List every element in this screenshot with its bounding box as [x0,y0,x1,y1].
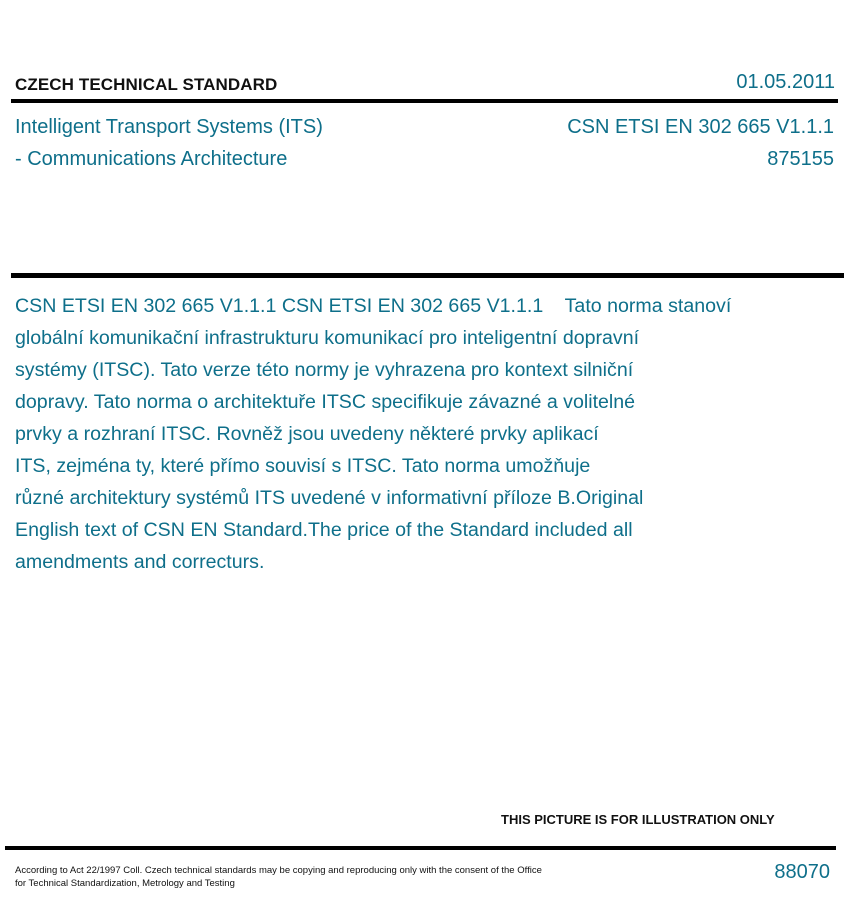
abstract-line: ITS, zejména ty, které přímo souvisí s ITSC. Tato norma umožňuje [15,455,591,477]
standard-title-line-2: - Communications Architecture [15,148,288,170]
abstract-line: CSN ETSI EN 302 665 V1.1.1 CSN ETSI EN 302 665 V1.1.1 Tato norma stanoví [15,295,732,317]
illustration-disclaimer: THIS PICTURE IS FOR ILLUSTRATION ONLY [501,812,775,827]
catalog-number: 875155 [767,148,834,170]
copyright-notice-line: According to Act 22/1997 Coll. Czech technical standards may be copying and reproducing only with the consent of the Office [15,865,542,876]
header-divider [11,99,838,103]
copyright-notice-line: for Technical Standardization, Metrology and Testing [15,878,235,889]
abstract-line: prvky a rozhraní ITSC. Rovněž jsou uvedeny některé prvky aplikací [15,423,599,445]
abstract-line: globální komunikační infrastrukturu komunikací pro inteligentní dopravní [15,327,640,349]
standard-title-line-1: Intelligent Transport Systems (ITS) [15,116,323,138]
footer-divider [5,846,836,850]
abstract-line: amendments and correcturs. [15,551,265,573]
page-code: 88070 [774,861,830,883]
abstract-text [15,290,815,578]
publication-date: 01.05.2011 [736,71,835,93]
abstract-line: English text of CSN EN Standard.The price of the Standard included all [15,519,633,541]
abstract-line: dopravy. Tato norma o architektuře ITSC specifikuje závazné a volitelné [15,391,636,413]
abstract-line: různé architektury systémů ITS uvedené v informativní příloze B.Original [15,487,644,509]
copyright-notice [15,864,615,890]
document-category: CZECH TECHNICAL STANDARD [15,75,278,94]
standard-designation: CSN ETSI EN 302 665 V1.1.1 [567,116,834,138]
title-divider [11,273,844,278]
abstract-line: systémy (ITSC). Tato verze této normy je vyhrazena pro kontext silniční [15,359,634,381]
